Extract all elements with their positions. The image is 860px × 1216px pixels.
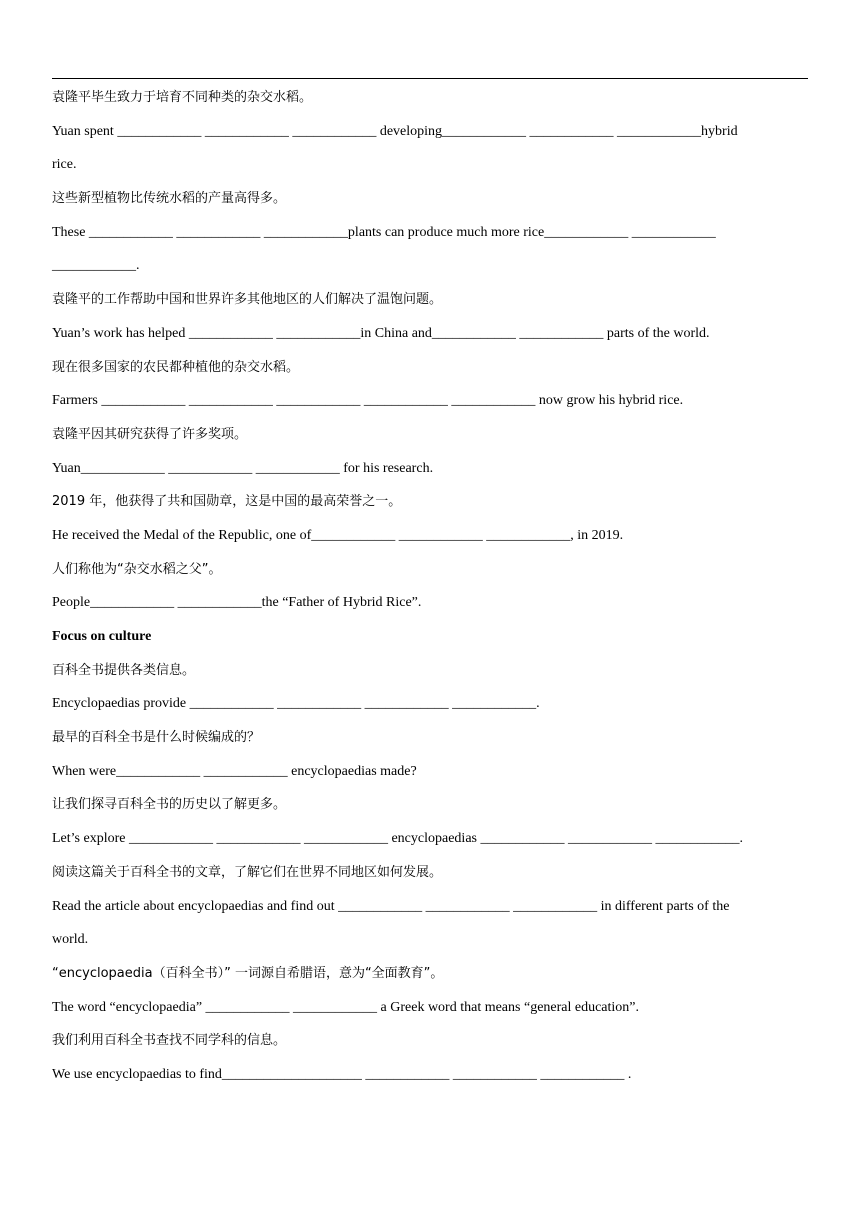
- english-exercise-line: rice.: [52, 157, 77, 173]
- chinese-sentence: 现在很多国家的农民都种植他的杂交水稻。: [52, 359, 300, 375]
- english-exercise-line: Farmers ____________ ____________ ____________ ____________ ____________ now grow his hybrid rice.: [52, 393, 684, 409]
- chinese-sentence: 袁隆平因其研究获得了许多奖项。: [52, 426, 248, 442]
- english-exercise-line: People____________ ____________the “Father of Hybrid Rice”.: [52, 595, 422, 611]
- english-exercise-line: Encyclopaedias provide ____________ ____________ ____________ ____________.: [52, 696, 540, 712]
- english-exercise-line: The word “encyclopaedia” ____________ ____________ a Greek word that means “general education”.: [52, 999, 640, 1015]
- chinese-sentence: 袁隆平毕生致力于培育不同种类的杂交水稻。: [52, 90, 313, 105]
- chinese-sentence: 让我们探寻百科全书的历史以了解更多。: [52, 797, 287, 813]
- english-exercise-line: Yuan____________ ____________ ____________ for his research.: [52, 460, 434, 476]
- english-exercise-line: He received the Medal of the Republic, one of____________ ____________ ____________, in 2019.: [52, 527, 624, 543]
- chinese-sentence: 2019 年，他获得了共和国勋章，这是中国的最高荣誉之一。: [52, 494, 402, 510]
- english-exercise-line: Let’s explore ____________ ____________ ____________ encyclopaedias ____________ ____________ ____________.: [52, 831, 743, 847]
- english-exercise-line: Yuan’s work has helped ____________ ____________in China and____________ ____________ parts of the world.: [52, 325, 710, 341]
- chinese-sentence: 最早的百科全书是什么时候编成的？: [52, 730, 261, 746]
- chinese-sentence: 百科全书提供各类信息。: [52, 662, 196, 678]
- english-exercise-line: These ____________ ____________ ____________plants can produce much more rice____________ ____________: [52, 224, 716, 240]
- chinese-sentence: 这些新型植物比传统水稻的产量高得多。: [52, 191, 287, 207]
- chinese-sentence: 阅读这篇关于百科全书的文章，了解它们在世界不同地区如何发展。: [52, 864, 443, 880]
- chinese-sentence: 我们利用百科全书查找不同学科的信息。: [52, 1033, 287, 1049]
- chinese-sentence: “encyclopaedia（百科全书）” 一词源自希腊语，意为“全面教育”。: [52, 965, 444, 981]
- english-exercise-line: We use encyclopaedias to find____________________ ____________ ____________ ____________ .: [52, 1066, 632, 1082]
- english-exercise-line: world.: [52, 932, 89, 948]
- chinese-sentence: 袁隆平的工作帮助中国和世界许多其他地区的人们解决了温饱问题。: [52, 292, 443, 308]
- english-exercise-line: When were____________ ____________ encyclopaedias made?: [52, 763, 417, 779]
- english-exercise-line: ____________.: [52, 258, 140, 274]
- english-exercise-line: Read the article about encyclopaedias and find out ____________ ____________ ____________ in different parts of the: [52, 898, 730, 914]
- section-heading: Focus on culture: [52, 629, 152, 644]
- english-exercise-line: Yuan spent ____________ ____________ ____________ developing____________ ____________ ____________hybrid: [52, 123, 738, 139]
- document-body: [52, 81, 808, 1092]
- header-rule: [52, 78, 808, 79]
- chinese-sentence: 人们称他为“杂交水稻之父”。: [52, 561, 222, 577]
